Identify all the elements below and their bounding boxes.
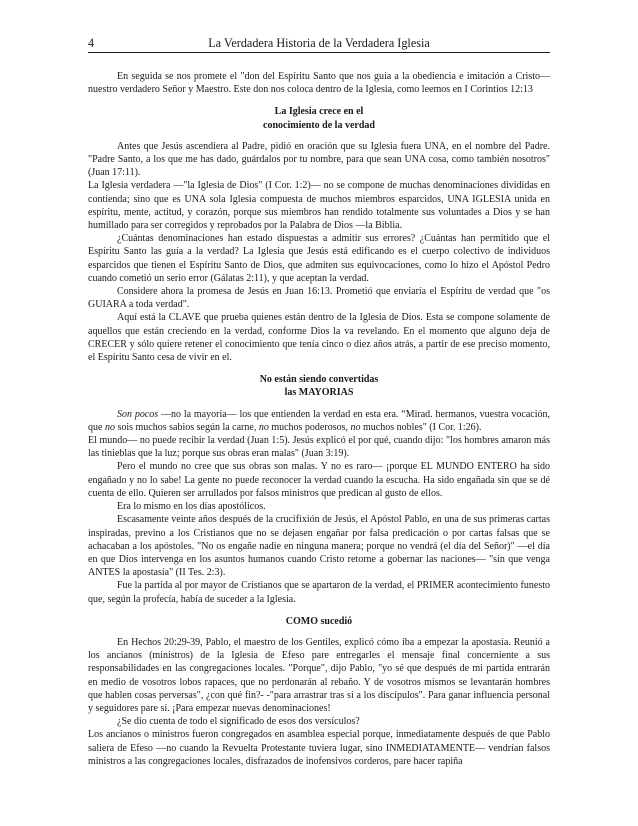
italic-word: no bbox=[350, 421, 361, 433]
page-number: 4 bbox=[88, 36, 95, 50]
section-heading-2-line2: las MAYORIAS bbox=[284, 387, 354, 399]
document-body bbox=[88, 70, 550, 768]
italic-phrase: Son pocos bbox=[117, 408, 159, 420]
paragraph: La Iglesia verdadera —"la Iglesia de Dios" (I Cor. 1:2)— no se compone de muchas denominaciones divididas en contienda; sino que es UNA sola Iglesia compuesta de muchos miembros esparcidos, UNA IGLESIA unida en espíritu, mente, actitud, y corazón, porque sus miembros han rendido totalmente sus voluntades a Dios y se han humillado para ser corregidos y reprobados por la Palabra de Dios —la Biblia. bbox=[88, 180, 550, 232]
paragraph: Escasamente veinte años después de la crucifixión de Jesús, el Apóstol Pablo, en una de sus primeras cartas inspiradas, previno a los Cristianos que no se dejasen engañar por falsa predicación o por cartas falsas que se achacaban a los apóstoles. "No os engañe nadie en ninguna manera; porque no vendrá (el día del Señor)" —el día en que Dios intervenga en los asuntos humanos cuando Cristo retorne a gobernar las naciones— "sin que venga ANTES la apostasía" (II Tes. 2:3). bbox=[88, 514, 550, 579]
italic-word: no bbox=[104, 421, 115, 433]
section-heading-2 bbox=[88, 373, 550, 399]
paragraph: ¿Se dio cuenta de todo el significado de esos dos versículos? bbox=[117, 716, 360, 728]
paragraph: En Hechos 20:29-39, Pablo, el maestro de los Gentiles, explicó cómo iba a empezar la apostasía. Reunió a los ancianos (ministros) de la Iglesia de Efeso pare entregarles el mensaje final concerniente a sus responsabilidades en las congregaciones locales. "Porque", dijo Pablo, "yo sé que después de mi partida entrarán en medio de vosotros lobos rapaces, que no perdonarán al rebaño. Y de vosotros mismos se levantarán hombres que hablen cosas perversas", ¿con qué fin?- -"para arrastrar tras sí a los discípulos". Para ganar influencia personal y seguidores pare sí. ¡Para empezar nuevas denominaciones! bbox=[88, 636, 550, 714]
paragraph: Pero el mundo no cree que sus obras son malas. Y no es raro— ¡porque EL MUNDO ENTERO ha sido engañado y no lo sabe! La gente no puede reconocer la verdad cuando la escucha. Ha sido engañada sin que se dé cuenta de ello. Quieren ser arrullados por falsos ministros que predican al gusto de ellos. bbox=[88, 461, 550, 499]
document-page bbox=[88, 34, 550, 768]
paragraph: Considere ahora la promesa de Jesús en Juan 16:13. Prometió que enviaría el Espíritu de verdad que "os GUIARA a toda verdad". bbox=[88, 286, 550, 311]
page-header bbox=[88, 34, 550, 53]
running-title: La Verdadera Historia de la Verdadera Iglesia bbox=[208, 36, 430, 50]
text-run: —no la mayoría— los que entienden la verdad en esta era. “Mirad. hermanos, vuestra vocación, que bbox=[88, 408, 550, 433]
section-heading-1 bbox=[88, 105, 550, 131]
paragraph bbox=[88, 408, 550, 434]
italic-word: no bbox=[258, 421, 269, 433]
paragraph: Fue la partida al por mayor de Cristianos que se apartaron de la verdad, el PRIMER acontecimiento funesto que, según la profecía, había de suceder a la Iglesia. bbox=[88, 580, 550, 605]
paragraph: Aquí está la CLAVE que prueba quienes están dentro de la Iglesia de Dios. Esta se compone solamente de aquellos que están creciendo en la verdad, conforme Dios la va revelando. En el momento que alguno deja de CRECER y sólo quiere retener el conocimiento que tenía cinco o diez años atrás, a partir de ese preciso momento, el Espíritu Santo cesa de vivir en el. bbox=[88, 312, 550, 364]
paragraph: Antes que Jesús ascendiera al Padre, pidió en oración que su Iglesia fuera UNA, en el nombre del Padre. "Padre Santo, a los que me has dado, guárdalos por tu nombre, para que sean UNA cosa, como también nosotros" (Juan 17:11). bbox=[88, 140, 550, 179]
text-run: muchos poderosos, bbox=[268, 421, 351, 433]
text-run: sois muchos sabios según la carne, bbox=[114, 421, 259, 433]
paragraph: ¿Cuántas denominaciones han estado dispuestas a admitir sus errores? ¿Cuántas han permitido que el Espíritu Santo las guía a la verdad? La Iglesia que Jesús está edificando es el cuerpo colectivo de individuos esparcidos que tienen el Espíritu Santo de Dios, que admiten sus equivocaciones, como lo hizo el Apóstol Pedro cuando cometió un serio error (Gálatas 2:11), y que aceptan la verdad. bbox=[88, 233, 550, 284]
text-run: muchos nobles" (I Cor. 1:26). bbox=[360, 421, 482, 433]
section-heading-1-line2: conocimiento de la verdad bbox=[263, 119, 375, 131]
section-heading-2-line1: No están siendo convertidas bbox=[259, 374, 379, 386]
section-heading-3-text: COMO sucedió bbox=[285, 615, 353, 627]
intro-paragraph: En seguida se nos promete el "don del Espíritu Santo que nos guía a la obediencia e imitación a Cristo— nuestro verdadero Señor y Maestro. Este don nos coloca dentro de la Iglesia, como leemos en I Corintios 12:13 bbox=[88, 71, 550, 96]
section-heading-1-line1: La Iglesia crece en el bbox=[274, 106, 364, 118]
paragraph: Era lo mismo en los días apostólicos. bbox=[117, 501, 266, 513]
paragraph: Los ancianos o ministros fueron congregados en asamblea especial porque, inmediatamente después de que Pablo saliera de Efeso —no cuando la Revuelta Protestante tuviera lugar, sino INMEDIATAMENTE— vendrían falsos ministros a las congregaciones locales, disfrazados de inofensivos corderos, pare hacer rapiña bbox=[88, 729, 550, 767]
section-heading-3 bbox=[88, 615, 550, 628]
paragraph: El mundo— no puede recibir la verdad (Juan 1:5). Jesús explicó el por qué, cuando dijo: "los hombres amaron más las tinieblas que la luz; porque sus obras eran malas" (Juan 3:19). bbox=[88, 435, 550, 460]
